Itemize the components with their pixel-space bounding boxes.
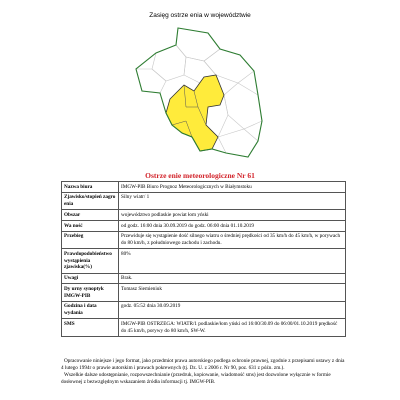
map-caption: Zasięg ostrze enia w województwie bbox=[149, 12, 251, 19]
copyright-paragraph: Opracowanie niniejsze i jego format, jako przedmiot prawa autorskiego podlega ochronie prawnej, zgodnie z przepisami ustawy z dnia 4 lutego 1994r o prawie autorskim i prawach pokrewnych (tj. Dz. U. z 2006 r. Nr 90, poz. 631 z późn. zm.). bbox=[61, 358, 345, 371]
row-label: Dy urny synoptyk IMGW-PIB bbox=[62, 284, 119, 302]
row-label: SMS bbox=[62, 319, 119, 337]
map-svg bbox=[108, 25, 288, 161]
row-label: Godzina i data wydania bbox=[62, 301, 119, 319]
row-value: 80% bbox=[119, 249, 346, 273]
table-row bbox=[62, 249, 346, 273]
copyright-note bbox=[61, 358, 346, 385]
table-row bbox=[62, 273, 346, 284]
table-row bbox=[62, 210, 346, 221]
table-row bbox=[62, 182, 346, 193]
row-value: Brak. bbox=[119, 273, 346, 284]
row-value: IMGW-PIB Biuro Prognoz Meteorologicznych w Białymstoku bbox=[119, 182, 346, 193]
table-row bbox=[62, 192, 346, 210]
row-label: Uwagi bbox=[62, 273, 119, 284]
row-label: Zjawisko/stopień zagro enia bbox=[62, 192, 119, 210]
row-value: IMGW-PIB OSTRZEGA: WIATR/1 podlaskie/łom yński od 16:00/30.09 do 06:00/01.10.2019 prędkość do 45 km/h, porywy do 80 km/h, SW-W. bbox=[119, 319, 346, 337]
row-label: Wa ność bbox=[62, 221, 119, 232]
copyright-paragraph: Wszelkie dalsze udostępnianie, rozpowszechnianie (przedruk, kopiowanie, wiadomość sms) jest dozwolone wyłącznie w formie dosłownej z bezwzględnym wskazaniem źródła informacji tj. IMGW-PIB. bbox=[61, 371, 331, 385]
row-value: województwo podlaskie powiat łom yński bbox=[119, 210, 346, 221]
row-label: Obszar bbox=[62, 210, 119, 221]
row-value: godz. 05:52 dnia 30.09.2019 bbox=[119, 301, 346, 319]
warning-area bbox=[166, 75, 224, 151]
voivodeship-map bbox=[108, 25, 288, 161]
row-value: od godz. 16:00 dnia 30.09.2019 do godz. 06:00 dnia 01.10.2019 bbox=[119, 221, 346, 232]
table-row bbox=[62, 319, 346, 337]
row-label: Nazwa biura bbox=[62, 182, 119, 193]
table-row bbox=[62, 221, 346, 232]
warning-table bbox=[61, 181, 346, 337]
row-label: Prawdopodobieństwo wystąpienia zjawiska(%) bbox=[62, 249, 119, 273]
table-row bbox=[62, 284, 346, 302]
row-value: Silny wiatr/ 1 bbox=[119, 192, 346, 210]
row-value: Tomasz Siemieniuk bbox=[119, 284, 346, 302]
row-value: Przewiduje się wystąpienie dość silnego wiatru o średniej prędkości od 35 km/h do 45 km/h, w porywach do 80 km/h, z południowego zachodu i zachodu. bbox=[119, 231, 346, 249]
row-label: Przebieg bbox=[62, 231, 119, 249]
warning-title: Ostrze enie meteorologiczne Nr 61 bbox=[145, 171, 255, 180]
table-row bbox=[62, 301, 346, 319]
table-row bbox=[62, 231, 346, 249]
